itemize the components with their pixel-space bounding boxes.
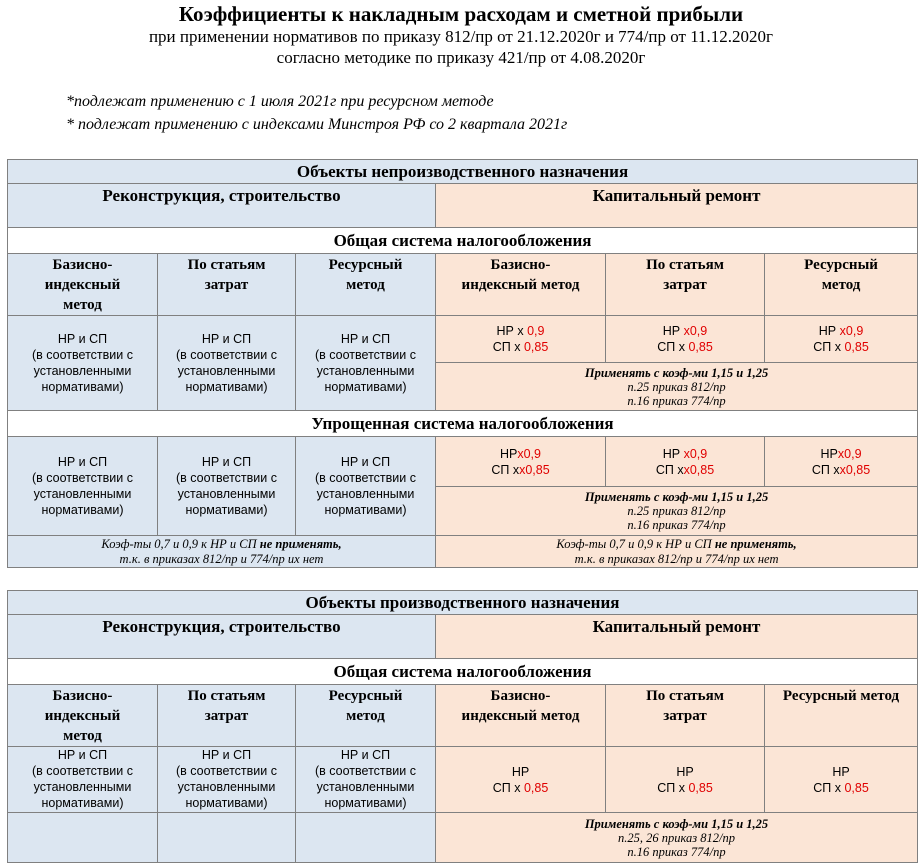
method-items: По статьям затрат (158, 254, 296, 316)
normative-cell: НР и СП (в соответствии с установленными нормативами) (158, 747, 296, 813)
normative-cell: НР и СП (в соответствии с установленными нормативами) (8, 747, 158, 813)
coef-cell: НР х0,9 СП хх0,85 (606, 437, 765, 487)
method-resource: Ресурсный метод (765, 685, 918, 747)
repair-header: Капитальный ремонт (436, 615, 918, 659)
note-resource: *подлежат применению с 1 июля 2021г при ресурсном методе (66, 93, 494, 110)
method-resource: Ресурсный метод (296, 254, 436, 316)
normative-cell: НР и СП (в соответствии с установленными нормативами) (158, 437, 296, 536)
page-subtitle-method: согласно методике по приказу 421/пр от 4.08.2020г (276, 48, 646, 67)
method-basis: Базисно- индексный метод (8, 685, 158, 747)
general-tax-header: Общая система налогообложения (8, 228, 918, 254)
section-title: Объекты производственного назначения (8, 591, 918, 615)
general-tax-header: Общая система налогообложения (8, 659, 918, 685)
coef-cell: НР СП х 0,85 (606, 747, 765, 813)
reconstruction-header: Реконструкция, строительство (8, 184, 436, 228)
method-items: По статьям затрат (158, 685, 296, 747)
apply-coef-note: Применять с коэф-ми 1,15 и 1,25 п.25 приказ 812/пр п.16 приказ 774/пр (436, 363, 918, 411)
coef-cell: НРх0,9 СП хх0,85 (436, 437, 606, 487)
empty-cell (296, 813, 436, 863)
method-items: По статьям затрат (606, 254, 765, 316)
normative-cell: НР и СП (в соответствии с установленными нормативами) (8, 316, 158, 411)
method-basis: Базисно- индексный метод (436, 254, 606, 316)
method-resource: Ресурсный метод (765, 254, 918, 316)
simple-tax-header: Упрощенная система налогообложения (8, 411, 918, 437)
coef-cell: НР СП х 0,85 (436, 747, 606, 813)
coef-cell: НР х 0,9 СП х 0,85 (436, 316, 606, 363)
method-resource: Ресурсный метод (296, 685, 436, 747)
page-title: Коэффициенты к накладным расходам и сметной прибыли (178, 2, 744, 26)
normative-cell: НР и СП (в соответствии с установленными нормативами) (8, 437, 158, 536)
reconstruction-header: Реконструкция, строительство (8, 615, 436, 659)
note-indices: * подлежат применению с индексами Минстроя РФ со 2 квартала 2021г (66, 116, 568, 133)
repair-header: Капитальный ремонт (436, 184, 918, 228)
coef-cell: НР СП х 0,85 (765, 747, 918, 813)
coef-cell: НРх0,9 СП хх0,85 (765, 437, 918, 487)
coef-cell: НР х0,9 СП х 0,85 (765, 316, 918, 363)
coef-cell: НР х0,9 СП х 0,85 (606, 316, 765, 363)
empty-cell (158, 813, 296, 863)
empty-cell (8, 813, 158, 863)
apply-coef-note: Применять с коэф-ми 1,15 и 1,25 п.25 приказ 812/пр п.16 приказ 774/пр (436, 487, 918, 536)
coef-not-applied-note: Коэф-ты 0,7 и 0,9 к НР и СП не применять, т.к. в приказах 812/пр и 774/пр их нет (8, 536, 436, 568)
method-basis: Базисно- индексный метод (436, 685, 606, 747)
normative-cell: НР и СП (в соответствии с установленными нормативами) (296, 316, 436, 411)
section-title: Объекты непроизводственного назначения (8, 160, 918, 184)
normative-cell: НР и СП (в соответствии с установленными нормативами) (158, 316, 296, 411)
method-items: По статьям затрат (606, 685, 765, 747)
apply-coef-note: Применять с коэф-ми 1,15 и 1,25 п.25, 26 приказ 812/пр п.16 приказ 774/пр (436, 813, 918, 863)
page-subtitle: при применении нормативов по приказу 812/пр от 21.12.2020г и 774/пр от 11.12.2020г (148, 27, 774, 46)
coef-not-applied-note: Коэф-ты 0,7 и 0,9 к НР и СП не применять, т.к. в приказах 812/пр и 774/пр их нет (436, 536, 918, 568)
method-basis: Базисно- индексный метод (8, 254, 158, 316)
normative-cell: НР и СП (в соответствии с установленными нормативами) (296, 747, 436, 813)
table-nonindustrial (7, 159, 918, 568)
normative-cell: НР и СП (в соответствии с установленными нормативами) (296, 437, 436, 536)
table-industrial (7, 590, 918, 863)
